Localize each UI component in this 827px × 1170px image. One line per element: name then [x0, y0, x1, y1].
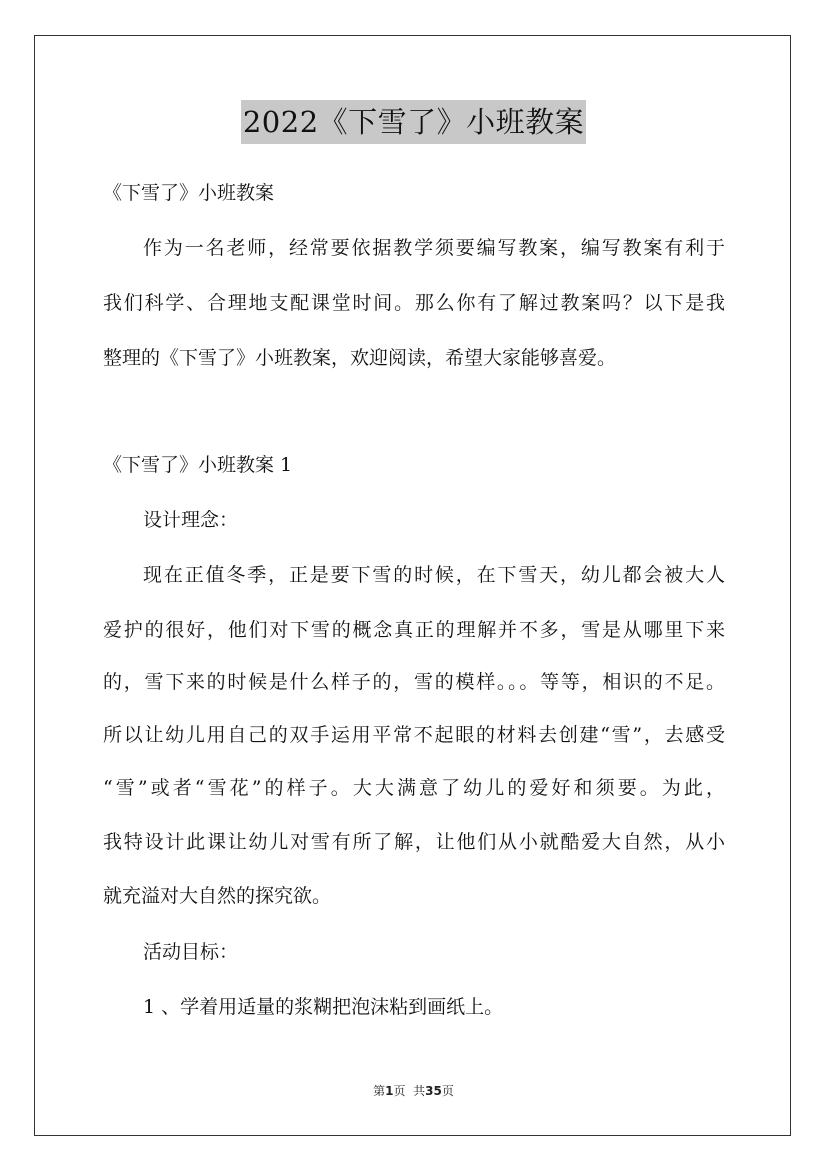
footer-mid: 页 共 [393, 1084, 426, 1098]
document-title: 2022《下雪了》小班教案 [241, 100, 586, 144]
design-line-7: 就充溢对大自然的探究欲。 [103, 885, 332, 907]
section-heading: 《下雪了》小班教案 1 [103, 454, 293, 476]
goals-label: 活动目标： [143, 941, 239, 963]
design-line-2: 爱护的很好，他们对下雪的概念真正的理解并不多，雪是从哪里下来 [103, 619, 725, 641]
design-line-3: 的，雪下来的时候是什么样子的，雪的模样。。。等等，相识的不足。 [103, 671, 725, 693]
footer-page-number: 1 [385, 1084, 394, 1098]
footer-page-total: 35 [425, 1084, 442, 1098]
footer-prefix: 第 [373, 1084, 386, 1098]
design-line-1: 现在正值冬季，正是要下雪的时候，在下雪天，幼儿都会被大人 [143, 564, 725, 586]
design-line-4: 所以让幼儿用自己的双手运用平常不起眼的材料去创建“雪”，去感受 [103, 724, 725, 746]
intro-line-1: 作为一名老师，经常要依据教学须要编写教案，编写教案有利于 [143, 237, 725, 259]
page-footer [0, 1082, 827, 1099]
design-line-6: 我特设计此课让幼儿对雪有所了解，让他们从小就酷爱大自然，从小 [103, 831, 725, 853]
footer-suffix: 页 [441, 1084, 454, 1098]
title-container [0, 100, 827, 144]
intro-line-2: 我们科学、合理地支配课堂时间。那么你有了解过教案吗？以下是我 [103, 292, 725, 314]
intro-line-3: 整理的《下雪了》小班教案，欢迎阅读，希望大家能够喜爱。 [103, 347, 617, 369]
document-subtitle: 《下雪了》小班教案 [103, 182, 275, 204]
design-line-5: “雪”或者“雪花”的样子。大大满意了幼儿的爱好和须要。为此， [103, 777, 725, 799]
goal-item-1: 1 、学着用适量的浆糊把泡沫粘到画纸上。 [143, 996, 504, 1018]
design-label: 设计理念： [143, 509, 239, 531]
